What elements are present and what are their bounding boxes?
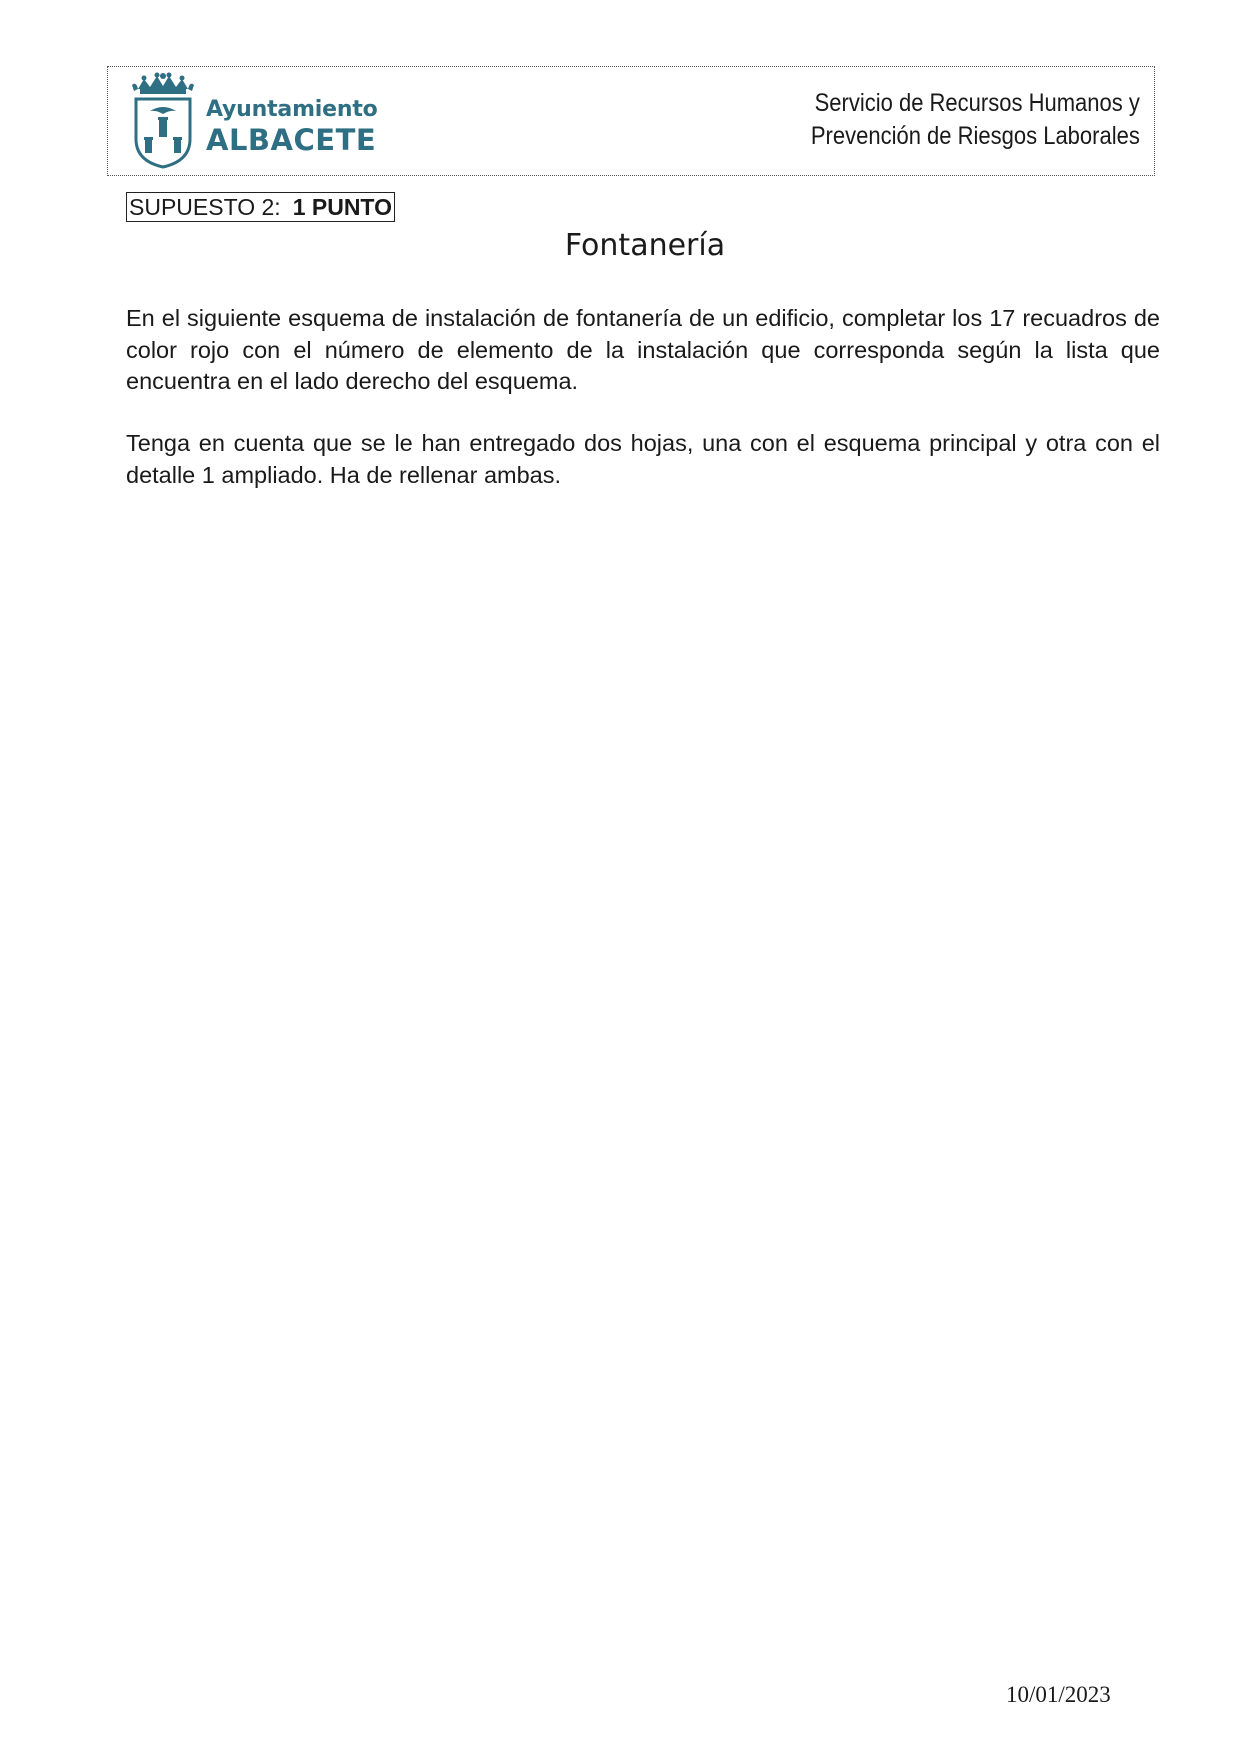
- department-name: [811, 87, 1140, 153]
- instructions-paragraph-2: Tenga en cuenta que se le han entregado dos hojas, una con el esquema principal y otra con el detalle 1 ampliado. Ha de rellenar ambas.: [126, 430, 1160, 488]
- letterhead: [107, 66, 1155, 176]
- org-line-ayuntamiento: Ayuntamiento: [206, 97, 378, 122]
- exercise-label-box: [126, 192, 395, 222]
- city-crest-logo: [128, 71, 198, 171]
- document-date: 10/01/2023: [1006, 1682, 1111, 1707]
- exercise-label: SUPUESTO 2:: [129, 194, 281, 220]
- instructions-paragraph-1: En el siguiente esquema de instalación de fontanería de un edificio, completar los 17 recuadros de color rojo con el número de elemento de la instalación que corresponda según la lista que encuentra en el lado derecho del esquema.: [126, 305, 1160, 394]
- organization-name: [206, 97, 378, 157]
- exercise-points: 1 PUNTO: [292, 194, 392, 220]
- department-line-2: Prevención de Riesgos Laborales: [811, 122, 1140, 150]
- department-line-1: Servicio de Recursos Humanos y: [814, 89, 1140, 117]
- org-line-albacete: ALBACETE: [206, 123, 377, 157]
- page-title: Fontanería: [564, 228, 726, 263]
